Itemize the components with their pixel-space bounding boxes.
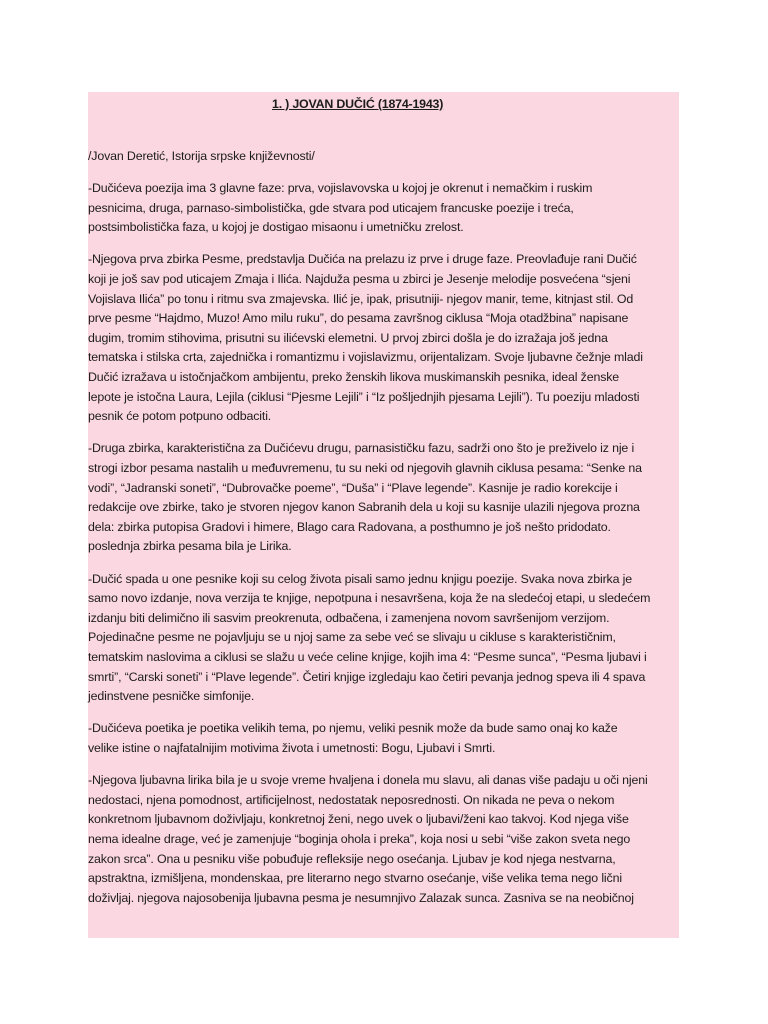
paragraph-2-line: lepote je istočna Laura, Lejila (ciklusi “Pjesme Lejili” i “Iz pošljednjih pjesama Lejili”). Tu poeziju mladosti: [88, 389, 640, 404]
paragraph-6-line: doživljaj. njegova najosobenija ljubavna pesma je nesumnjivo Zalazak sunca. Zasniva se na neobičnoj: [88, 890, 634, 905]
paragraph-3-line: poslednja zbirka pesama bila je Lirika.: [88, 539, 292, 554]
paragraph-6-line: zakon srca”. Ona u pesniku više pobuđuje refleksije nego osećanja. Ljubav je kod njega nestvarna,: [88, 851, 616, 866]
paragraph-6-line: nedostaci, njena pomodnost, artificijelnost, nedostatak neposrednosti. On nikada ne peva o nekom: [88, 792, 615, 807]
document-title: 1. ) JOVAN DUČIĆ (1874-1943): [272, 97, 444, 111]
paragraph-2-line: dugim, tromim stihovima, prisutni su ilićevski elemetni. U prvoj zbirci došla je do izražaja još jedna: [88, 330, 608, 345]
paragraph-3-line: redakcije ove zbirke, tako je stvoren njegov kanon Sabranih dela u koji su kasnije ulazili njegova prozna: [88, 500, 640, 515]
paragraph-1-line: -Dučićeva poezija ima 3 glavne faze: prva, vojislavovska u kojoj je okrenut i nemačkim i ruskim: [88, 181, 593, 195]
paragraph-4-line: smrti”, “Carski soneti” i “Plave legende”. Četiri knjige izgledaju kao četiri pevanja jednog speva ili 4 spava: [88, 669, 646, 684]
paragraph-1-line: pesnicima, druga, parnaso-simbolistička, gde stvara pod uticajem francuske poezije i treća,: [88, 200, 574, 215]
paragraph-1-line: postsimbolistička faza, u kojoj je dostigao misaonu i umetničku zrelost.: [88, 220, 464, 235]
paragraph-2-line: -Njegova prva zbirka Pesme, predstavlja Dučića na prelazu iz prve i druge faze. Preovlađuje rani Dučić: [88, 252, 637, 267]
paragraph-6-line: konkretnom ljubavnom doživljaju, konkretnoj ženi, nego uvek o ljubavi/ženi kao takvoj. Kod njega više: [88, 812, 629, 827]
paragraph-4-line: samo novo izdanje, nova verzija te knjige, nepotpuna i nesavršena, koja že na sledećoj etapi, u sledećem: [88, 591, 651, 606]
paragraph-4-line: izdanju biti delimično ili sasvim preokrenuta, odbačena, i zamenjena novom savršenijom verzijom.: [88, 610, 610, 625]
paragraph-2-line: pesnik će potom potpuno odbaciti.: [88, 409, 272, 424]
paragraph-3-line: strogi izbor pesama nastalih u međuvremenu, tu su neki od njegovih glavnih ciklusa pesama: “Senke na: [88, 461, 642, 475]
paragraph-4-line: jedinstvene pesničke simfonije.: [88, 689, 255, 704]
paragraph-3-line: vodi”, “Jadranski soneti”, “Dubrovačke poeme”, “Duša” i “Plave legende”. Kasnije je radio korekcije i: [88, 480, 618, 495]
paragraph-2-line: tematska i stilska crta, zajednička i romantizmu i vojislavizmu, orijentalizam. Svoje ljubavne čežnje mladi: [88, 350, 643, 365]
paragraph-2-line: koji je još sav pod uticajem Zmaja i Ilića. Najduža pesma u zbirci je Jesenje melodije posvećena “sjeni: [88, 272, 631, 286]
source-citation: /Jovan Deretić, Istorija srpske književnosti/: [88, 149, 315, 163]
paragraph-6-line: -Njegova ljubavna lirika bila je u svoje vreme hvaljena i donela mu slavu, ali danas više padaju u oči njeni: [88, 773, 648, 788]
paragraph-6-line: apstraktna, izmišljena, mondenskaa, pre literarno nego stvarno osećanje, više velika tema nego lični: [88, 871, 622, 886]
paragraph-2-line: prve pesme “Hajdmo, Muzo! Amo milu ruku”, do pesama završnog ciklusa “Moja otadžbina” napisane: [88, 311, 629, 326]
paragraph-2-line: Dučić izražava u istočnjačkom ambijentu, preko ženskih likova muskimanskih pesnika, ideal ženske: [88, 370, 620, 384]
paragraph-5-line: velike istine o najfatalnijim motivima života i umetnosti: Bogu, Ljubavi i Smrti.: [88, 741, 496, 755]
paragraph-3-line: -Druga zbirka, karakteristična za Dučićevu drugu, parnasističku fazu, sadrži ono što je preživelo iz nje i: [88, 441, 635, 456]
paragraph-2-line: Vojislava Ilića” po tonu i ritmu sva zmajevska. Ilić je, ipak, prisutniji- njegov manir, teme, kitnjast stil. Od: [88, 291, 634, 306]
paragraph-4-line: tematskim naslovima a ciklusi se slažu u veće celine knjige, kojih ima 4: “Pesme sunca”, “Pesma ljubavi i: [88, 650, 647, 664]
paragraph-3-line: dela: zbirka putopisa Gradovi i himere, Blago cara Radovana, a posthumno je još nešto pridodato.: [88, 519, 611, 534]
paragraph-4-line: -Dučić spada u one pesnike koji su celog života pisali samo jednu knjigu poezije. Svaka nova zbirka je: [88, 571, 632, 586]
document-page: [88, 92, 679, 938]
paragraph-4-line: Pojedinačne pesme ne pojavljuju se u njoj same za sebe već se slivaju u cikluse s karakterističnim,: [88, 630, 616, 645]
paragraph-6-line: nema idealne drage, već je zamenjuje “boginja ohola i preka”, koja nosi u sebi “više zakon sveta nego: [88, 832, 631, 846]
paragraph-5-line: -Dučićeva poetika je poetika velikih tema, po njemu, veliki pesnik može da bude samo onaj ko kaže: [88, 721, 618, 736]
